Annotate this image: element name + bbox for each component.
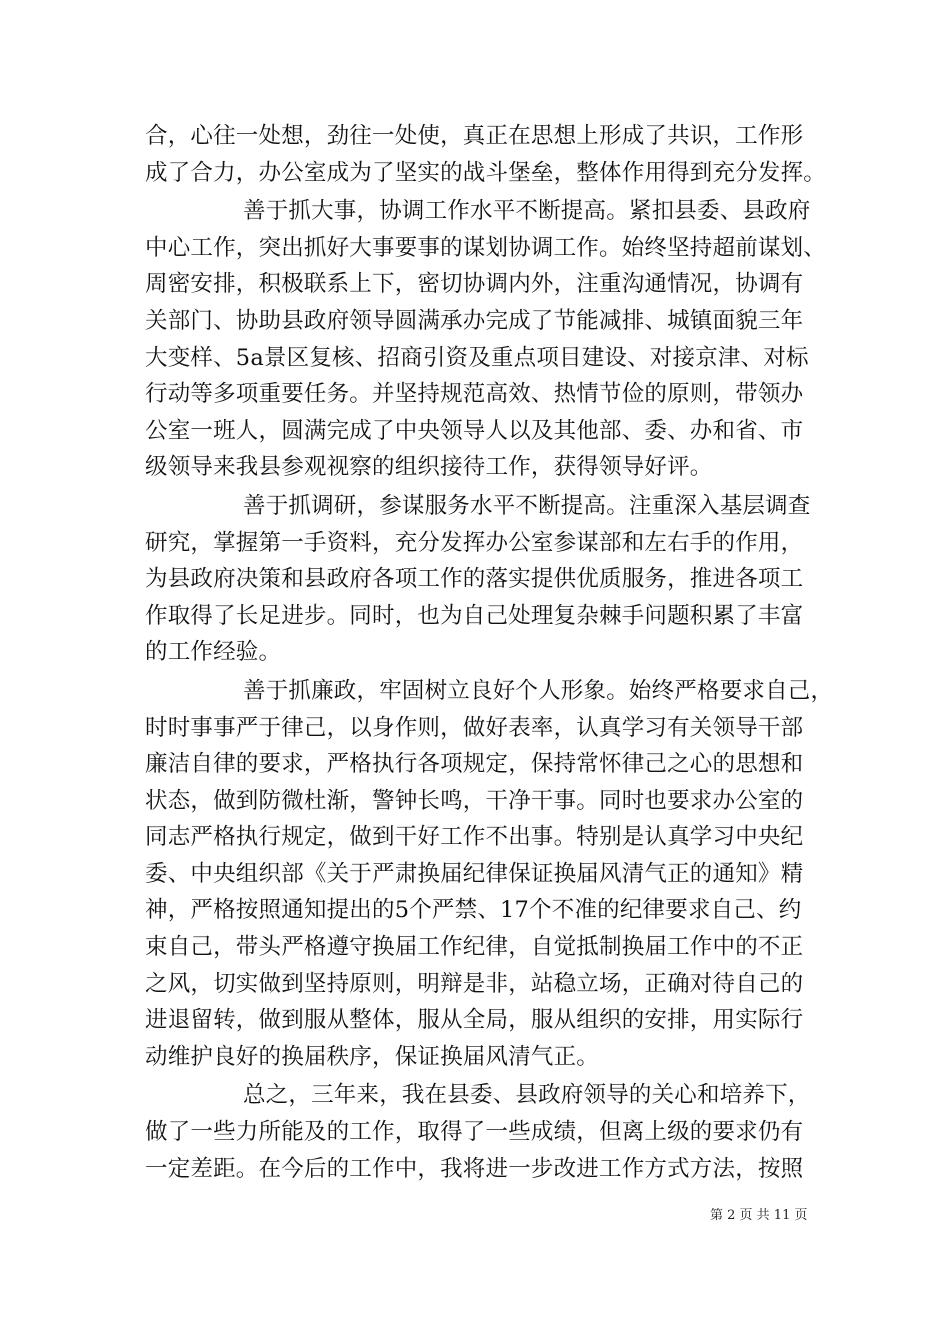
- text-line: 做了一些力所能及的工作，取得了一些成绩，但离上级的要求仍有: [145, 1119, 804, 1146]
- text-line: 关部门、协助县政府领导圆满承办完成了节能减排、城镇面貌三年: [145, 307, 804, 334]
- text-line: 大变样、5a景区复核、招商引资及重点项目建设、对接京津、对标: [145, 344, 809, 371]
- text-line: 时时事事严于律己，以身作则，做好表率，认真学习有关领导干部: [145, 714, 804, 741]
- text-line: 合，心往一处想，劲往一处使，真正在思想上形成了共识，工作形: [145, 123, 804, 149]
- text-line: 一定差距。在今后的工作中，我将进一步改进工作方式方法，按照: [145, 1155, 804, 1182]
- text-line: 周密安排，积极联系上下，密切协调内外，注重沟通情况，协调有: [145, 271, 804, 298]
- text-line: 动维护良好的换届秩序，保证换届风清气正。: [145, 1043, 600, 1070]
- paragraph-4: [145, 673, 834, 1076]
- document-body: [145, 118, 834, 1187]
- paragraph-1: [145, 118, 827, 191]
- text-line: 同志严格执行规定，做到干好工作不出事。特别是认真学习中央纪: [145, 824, 804, 851]
- text-line: 研究，掌握第一手资料，充分发挥办公室参谋部和左右手的作用，: [145, 529, 804, 556]
- text-line: 善于抓大事，协调工作水平不断提高。紧扣县委、县政府: [243, 198, 811, 225]
- text-line: 级领导来我县参观视察的组织接待工作，获得领导好评。: [145, 454, 713, 481]
- text-line: 进退留转，做到服从整体，服从全局，服从组织的安排，用实际行: [145, 1007, 804, 1034]
- text-line: 委、中央组织部《关于严肃换届纪律保证换届风清气正的通知》精: [145, 860, 804, 887]
- text-line: 中心工作，突出抓好大事要事的谋划协调工作。始终坚持超前谋划、: [145, 234, 827, 261]
- text-line: 公室一班人，圆满完成了中央领导人以及其他部、委、办和省、市: [145, 417, 804, 444]
- text-line: 廉洁自律的要求，严格执行各项规定，保持常怀律己之心的思想和: [145, 751, 804, 778]
- paragraph-3: [145, 488, 810, 671]
- text-line: 束自己，带头严格遵守换届工作纪律，自觉抵制换届工作中的不正: [145, 934, 804, 961]
- text-line: 为县政府决策和县政府各项工作的落实提供优质服务，推进各项工: [145, 566, 804, 593]
- text-line: 之风，切实做到坚持原则，明辩是非，站稳立场，正确对待自己的: [145, 970, 804, 997]
- text-line: 状态，做到防微杜渐，警钟长鸣，干净干事。同时也要求办公室的: [145, 787, 804, 814]
- text-line: 成了合力，办公室成为了坚实的战斗堡垒，整体作用得到充分发挥。: [145, 159, 827, 186]
- paragraph-5: [145, 1077, 810, 1187]
- text-line: 神，严格按照通知提出的5个严禁、17个不准的纪律要求自己、约: [145, 897, 802, 924]
- text-line: 行动等多项重要任务。并坚持规范高效、热情节俭的原则，带领办: [145, 381, 804, 408]
- text-line: 作取得了长足进步。同时，也为自己处理复杂棘手问题积累了丰富: [145, 602, 804, 629]
- text-line: 总之，三年来，我在县委、县政府领导的关心和培养下，: [243, 1082, 811, 1109]
- text-line: 善于抓廉政，牢固树立良好个人形象。始终严格要求自己，: [243, 677, 834, 704]
- text-line: 善于抓调研，参谋服务水平不断提高。注重深入基层调查: [243, 492, 811, 519]
- text-line: 的工作经验。: [145, 639, 282, 666]
- paragraph-2: [145, 193, 827, 486]
- page-number: 第 2 页 共 11 页: [710, 1208, 808, 1223]
